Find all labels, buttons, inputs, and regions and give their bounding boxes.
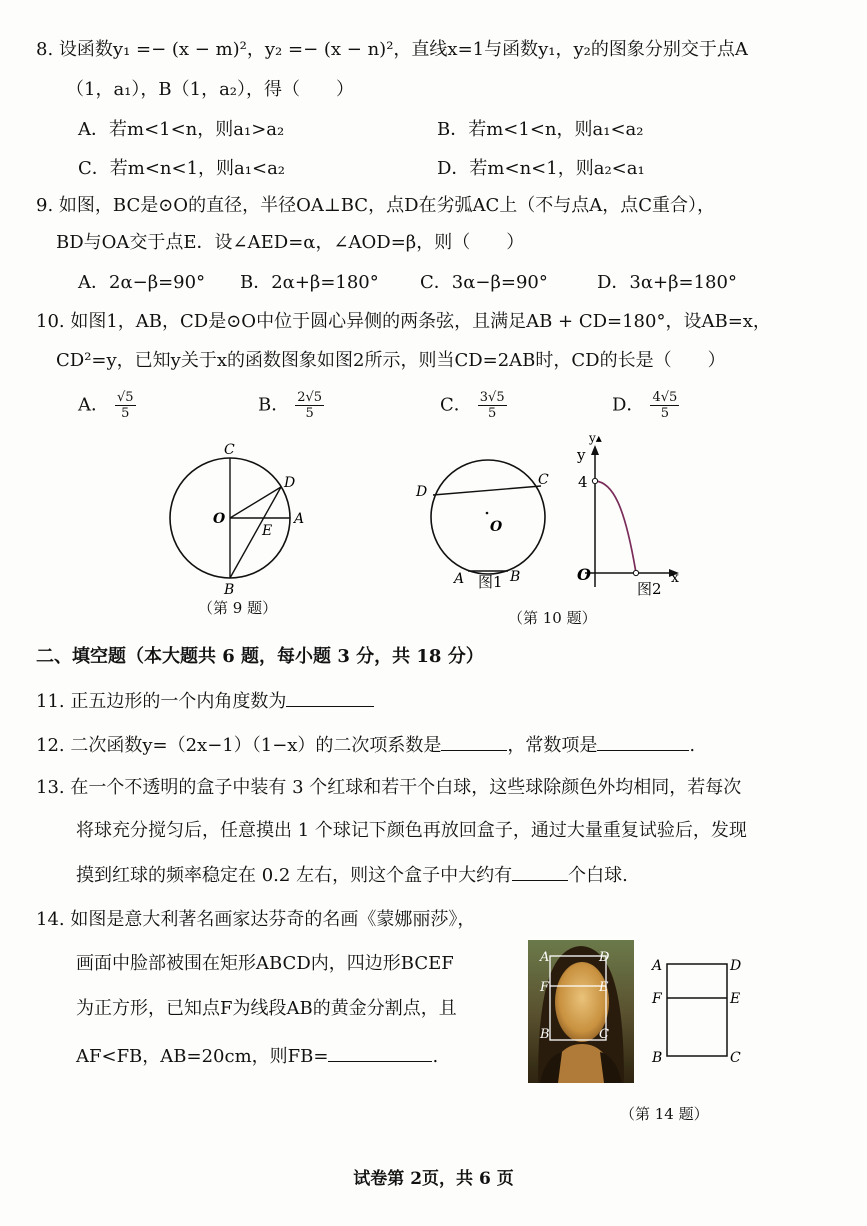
fig10a-chord-cd [433, 486, 541, 495]
section-2-heading: 二、填空题（本大题共 6 题，每小题 3 分，共 18 分） [36, 646, 484, 667]
fig10b-x-label: x [671, 570, 679, 586]
fig9-label-c: C [224, 442, 235, 458]
q10-option-d-numerator: 4√5 [652, 390, 678, 405]
q10-option-c-fraction [478, 390, 507, 421]
fig10a-label-b: B [510, 569, 521, 585]
q10-option-b [258, 390, 324, 421]
mona-lisa-label-a: A [540, 950, 550, 965]
q9-option-d: D．3α+β=180° [597, 272, 737, 293]
q8-stem-line1: 8. 设函数y₁ =− (x − m)²，y₂ =− (x − n)²，直线x=1与函数y₁，y₂的图象分别交于点A [36, 39, 748, 60]
fig10b-y-arrow [591, 445, 599, 455]
q9-option-b: B．2α+β=180° [240, 272, 379, 293]
fig10a-label-a: A [454, 571, 465, 587]
q11 [36, 688, 374, 714]
q14-line4-end: . [432, 1046, 439, 1067]
q10-option-b-fraction [295, 390, 324, 421]
q14-line3: 为正方形，已知点F为线段AB的黄金分割点，且 [76, 998, 457, 1019]
q12-answer-blank-2[interactable] [597, 732, 689, 751]
fig10b-tick-4: 4 [578, 473, 588, 491]
mona-lisa-label-e: E [599, 980, 609, 995]
q14-line4-text: AF<FB，AB=20cm，则FB= [76, 1046, 329, 1067]
fig10b-open-point-start [592, 478, 597, 483]
fig9-label-o: O [213, 511, 226, 527]
figure-q10-2 [565, 425, 690, 600]
figure-q14-rectangle [648, 950, 748, 1070]
q8-option-a: A．若m<1<n，则a₁>a₂ [78, 119, 285, 140]
fig9-caption: （第 9 题） [198, 599, 278, 617]
q10-option-d-fraction [650, 390, 679, 421]
q10-option-a-denominator: 5 [121, 406, 130, 421]
q9-option-a: A．2α−β=90° [78, 272, 206, 293]
fig14-label-b: B [652, 1050, 663, 1066]
q10-option-c [440, 390, 507, 421]
fig9-label-d: D [284, 475, 296, 491]
q12-text-a: 12. 二次函数y=（2x−1）（1−x）的二次项系数是 [36, 735, 442, 756]
q10-option-d-denominator: 5 [660, 406, 669, 421]
mona-lisa-label-c: C [599, 1027, 609, 1042]
fig10a-label-c: C [538, 472, 549, 488]
q9-option-c: C．3α−β=90° [420, 272, 548, 293]
q13-line3-text: 摸到红球的频率稳定在 0.2 左右，则这个盒子中大约有 [76, 865, 513, 886]
q12-text-b: ，常数项是 [507, 735, 598, 756]
fig10b-y-top-label: y▴ [589, 431, 602, 445]
q10-option-a-prefix: A． [78, 394, 109, 416]
q10-option-a [78, 390, 136, 421]
fig14-label-d: D [730, 958, 742, 974]
q14-line4 [76, 1043, 438, 1069]
fig10a-label-d: D [416, 484, 428, 500]
q11-answer-blank[interactable] [286, 688, 374, 707]
q10-option-b-prefix: B． [258, 394, 290, 416]
q14-answer-blank[interactable] [328, 1043, 432, 1062]
q14-line1: 14. 如图是意大利著名画家达芬奇的名画《蒙娜丽莎》， [36, 909, 476, 930]
fig10b-y-label: y [577, 446, 586, 464]
q13-line2: 将球充分搅匀后，任意摸出 1 个球记下颜色再放回盒子，通过大量重复试验后，发现 [76, 820, 747, 841]
q13-line3 [76, 862, 628, 888]
figure-q9 [150, 440, 320, 600]
fig14-rectangle-abcd [667, 964, 727, 1056]
fig9-radius-od [230, 487, 281, 518]
q9-stem-line2: BD与OA交于点E．设∠AED=α，∠AOD=β，则（ ） [56, 232, 525, 253]
q12-answer-blank-1[interactable] [441, 732, 507, 751]
q8-option-b: B．若m<1<n，则a₁<a₂ [437, 119, 644, 140]
q13-line3-end: 个白球. [568, 865, 628, 886]
q11-text: 11. 正五边形的一个内角度数为 [36, 691, 287, 712]
fig10b-origin-label: O [577, 565, 591, 584]
q10-option-c-denominator: 5 [488, 406, 497, 421]
mona-lisa-label-b: B [540, 1027, 550, 1042]
fig10-caption: （第 10 题） [508, 609, 597, 627]
mona-lisa-label-d: D [599, 950, 610, 965]
mona-lisa-image [528, 940, 634, 1083]
fig14-label-c: C [730, 1050, 741, 1066]
page-footer: 试卷第 2页，共 6 页 [353, 1169, 514, 1189]
fig9-label-a: A [294, 511, 305, 527]
fig10a-center-dot [486, 512, 489, 515]
figure-q10-1 [410, 450, 560, 595]
q10-option-b-denominator: 5 [305, 406, 314, 421]
fig10a-label-o: O [490, 519, 503, 535]
q9-stem-line1: 9. 如图，BC是⊙O的直径，半径OA⊥BC，点D在劣弧AC上（不与点A，点C重合）， [36, 195, 716, 216]
q10-option-a-numerator: √5 [117, 390, 134, 405]
fig14-label-e: E [730, 991, 741, 1007]
fig10a-sub-caption: 图1 [478, 573, 503, 591]
q14-line2: 画面中脸部被围在矩形ABCD内，四边形BCEF [76, 953, 454, 974]
fig14-label-f: F [652, 991, 662, 1007]
mona-lisa-label-f: F [540, 980, 550, 995]
q13-line1: 13. 在一个不透明的盒子中装有 3 个红球和若干个白球，这些球除颜色外均相同，若每次 [36, 777, 742, 798]
fig10b-open-point-end [633, 570, 638, 575]
fig10a-circle [431, 460, 545, 574]
q8-stem-line2: （1，a₁），B（1，a₂），得（ ） [66, 79, 355, 100]
q10-stem-line2: CD²=y，已知y关于x的函数图象如图2所示，则当CD=2AB时，CD的长是（ ） [56, 350, 726, 371]
fig10b-sub-caption: 图2 [637, 580, 662, 598]
q10-option-c-prefix: C． [440, 394, 472, 416]
q10-option-c-numerator: 3√5 [479, 390, 505, 405]
q10-option-d-prefix: D． [612, 394, 645, 416]
fig9-label-e: E [262, 523, 273, 539]
q10-option-b-numerator: 2√5 [297, 390, 323, 405]
q8-option-d: D．若m<n<1，则a₂<a₁ [437, 158, 645, 179]
q10-option-a-fraction [115, 390, 136, 421]
q12-text-c: . [689, 735, 696, 756]
q13-answer-blank[interactable] [512, 862, 568, 881]
q10-stem-line1: 10. 如图1，AB，CD是⊙O中位于圆心异侧的两条弦，且满足AB + CD=180°，设AB=x， [36, 311, 771, 332]
fig10b-curve [595, 481, 636, 573]
fig9-label-b: B [224, 582, 235, 598]
q8-option-c: C．若m<n<1，则a₁<a₂ [78, 158, 286, 179]
q10-option-d [612, 390, 679, 421]
q12 [36, 732, 695, 758]
fig9-chord-bd [230, 487, 281, 578]
fig14-caption: （第 14 题） [620, 1105, 709, 1123]
fig14-label-a: A [652, 958, 663, 974]
